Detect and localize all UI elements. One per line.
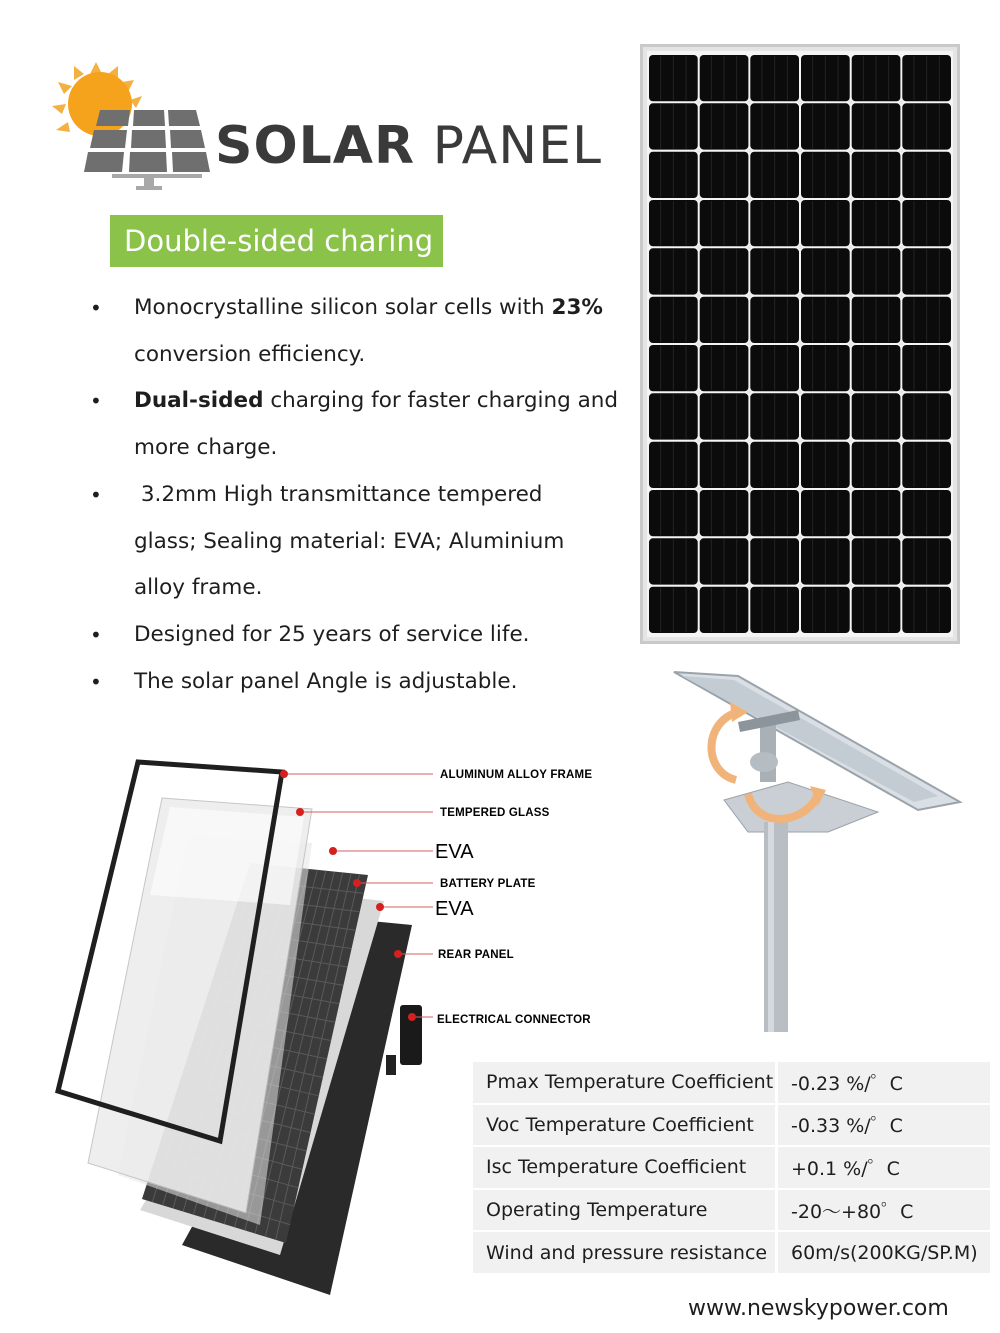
spec-value: -0.33 %/゜C bbox=[775, 1105, 990, 1148]
marker-dot bbox=[353, 879, 361, 887]
spec-value: -20～+80゜C bbox=[775, 1190, 990, 1233]
logo-wordmark bbox=[215, 116, 602, 176]
spec-value: 60m/s(200KG/SP.M) bbox=[775, 1232, 990, 1275]
label-rear-panel: REAR PANEL bbox=[438, 949, 514, 961]
spec-value: +0.1 %/゜C bbox=[775, 1147, 990, 1190]
logo-word-light: PANEL bbox=[432, 116, 602, 176]
spec-value: -0.23 %/゜C bbox=[775, 1062, 990, 1105]
solar-panel-image bbox=[640, 44, 960, 644]
solar-panel-logo-icon bbox=[52, 60, 212, 200]
marker-dot bbox=[394, 950, 402, 958]
spec-label: Pmax Temperature Coefficient bbox=[473, 1062, 775, 1105]
feature-list bbox=[90, 285, 630, 705]
marker-dot bbox=[376, 903, 384, 911]
marker-dot bbox=[329, 847, 337, 855]
website-url[interactable]: www.newskypower.com bbox=[688, 1296, 949, 1321]
bullet-dot: • bbox=[90, 482, 102, 507]
bullet-dot: • bbox=[90, 669, 102, 694]
table-row bbox=[473, 1190, 990, 1233]
list-item: • The solar panel Angle is adjustable. bbox=[90, 659, 630, 706]
label-glass: TEMPERED GLASS bbox=[440, 807, 550, 819]
list-item: • Dual-sided charging for faster charging and more charge. bbox=[90, 378, 634, 471]
marker-dot bbox=[296, 808, 304, 816]
bullet-dot: • bbox=[90, 622, 102, 647]
street-light-image bbox=[668, 662, 968, 1032]
label-connector: ELECTRICAL CONNECTOR bbox=[437, 1014, 591, 1026]
table-row bbox=[473, 1062, 990, 1105]
marker-dot bbox=[280, 770, 288, 778]
table-row bbox=[473, 1147, 990, 1190]
label-eva-2: EVA bbox=[435, 898, 474, 920]
label-frame: ALUMINUM ALLOY FRAME bbox=[440, 769, 593, 781]
logo-word-bold: SOLAR bbox=[215, 116, 416, 176]
spec-table bbox=[473, 1062, 990, 1275]
pole bbox=[764, 822, 788, 1032]
sun bbox=[68, 72, 132, 136]
label-battery-plate: BATTERY PLATE bbox=[440, 878, 536, 890]
feature-tag: Double-sided charing bbox=[110, 215, 443, 267]
rotate-arrow-icon bbox=[711, 712, 738, 780]
bullet-dot: • bbox=[90, 296, 102, 320]
lamp-head bbox=[724, 782, 878, 832]
table-row bbox=[473, 1105, 990, 1148]
bullet-dot: • bbox=[90, 389, 102, 414]
spec-label: Operating Temperature bbox=[473, 1190, 775, 1233]
list-item: • Designed for 25 years of service life. bbox=[90, 612, 630, 659]
marker-dot bbox=[408, 1013, 416, 1021]
spec-label: Isc Temperature Coefficient bbox=[473, 1147, 775, 1190]
spec-label: Wind and pressure resistance bbox=[473, 1232, 775, 1275]
panel-grid bbox=[84, 110, 210, 172]
list-item: • 3.2mm High transmittance tempered glass; Sealing material: EVA; Aluminium alloy frame. bbox=[90, 472, 604, 612]
list-item: • Monocrystalline silicon solar cells with 23% conversion efficiency. bbox=[90, 285, 634, 378]
table-row bbox=[473, 1232, 990, 1275]
spec-label: Voc Temperature Coefficient bbox=[473, 1105, 775, 1148]
label-eva-1: EVA bbox=[435, 841, 474, 863]
